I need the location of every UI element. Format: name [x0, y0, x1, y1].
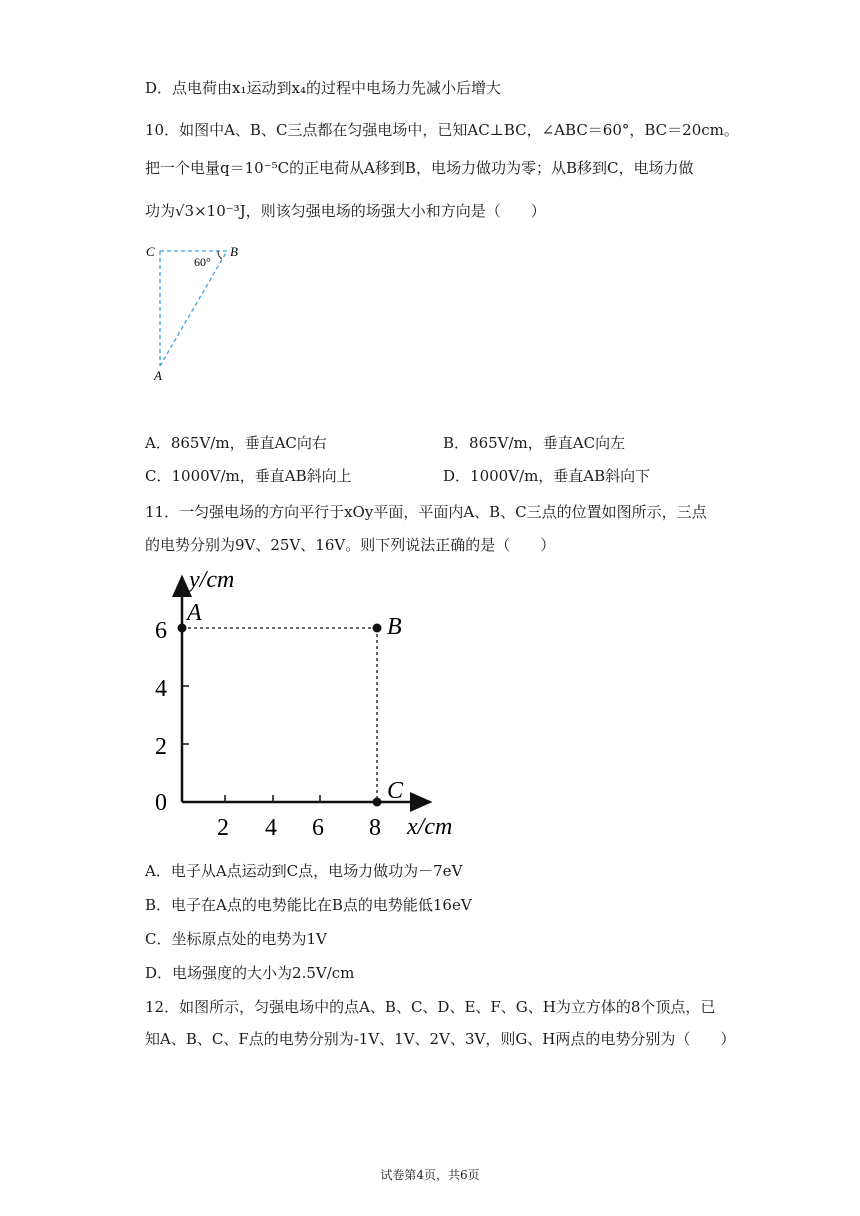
q11-y-tick-0: 0 — [155, 790, 167, 816]
q11-stem-line1: 11．一匀强电场的方向平行于xOy平面，平面内A、B、C三点的位置如图所示，三点 — [145, 503, 707, 521]
q10-option-a: A．865V/m，垂直AC向右 — [145, 434, 327, 452]
q11-x-axis-label: x/cm — [407, 814, 453, 840]
q10-angle-arc — [218, 251, 222, 259]
q11-label-b: B — [387, 614, 402, 640]
q12-stem-line1: 12．如图所示，匀强电场中的点A、B、C、D、E、F、G、H为立方体的8个顶点，已 — [145, 998, 716, 1016]
q11-x-tick-4: 4 — [265, 815, 277, 841]
q10-triangle-figure — [140, 238, 250, 383]
q11-label-c: C — [387, 778, 404, 804]
q11-option-d: D．电场强度的大小为2.5V/cm — [145, 964, 355, 982]
q11-coordinate-figure — [145, 565, 475, 845]
q11-y-tick-2: 2 — [155, 734, 167, 760]
q11-option-a: A．电子从A点运动到C点，电场力做功为－7eV — [145, 862, 463, 880]
q11-x-tick-2: 2 — [217, 815, 229, 841]
q11-option-c: C．坐标原点处的电势为1V — [145, 930, 327, 948]
q10-stem-line1: 10．如图中A、B、C三点都在匀强电场中，已知AC⊥BC，∠ABC＝60°，BC＝20cm。 — [145, 121, 739, 139]
q9-option-d: D．点电荷由x₁运动到x₄的过程中电场力先减小后增大 — [145, 79, 501, 97]
q11-x-tick-8: 8 — [369, 815, 381, 841]
q11-stem-line2: 的电势分别为9V、25V、16V。则下列说法正确的是（ ） — [145, 536, 556, 554]
q11-label-a: A — [187, 600, 202, 626]
q10-option-c: C．1000V/m，垂直AB斜向上 — [145, 467, 352, 485]
q11-y-tick-6: 6 — [155, 618, 167, 644]
q10-label-c: C — [146, 244, 155, 259]
q10-option-d: D．1000V/m，垂直AB斜向下 — [443, 467, 651, 485]
q10-label-a: A — [154, 368, 162, 383]
q11-point-a — [178, 624, 187, 633]
q11-y-axis-label: y/cm — [189, 567, 235, 593]
q11-option-b: B．电子在A点的电势能比在B点的电势能低16eV — [145, 896, 472, 914]
q12-stem-line2: 知A、B、C、F点的电势分别为-1V、1V、2V、3V，则G、H两点的电势分别为（ ） — [145, 1030, 736, 1048]
q10-option-b: B．865V/m，垂直AC向左 — [443, 434, 626, 452]
q10-stem-line3: 功为√3×10⁻³J，则该匀强电场的场强大小和方向是（ ） — [145, 202, 546, 220]
q10-stem-line2: 把一个电量q＝10⁻⁵C的正电荷从A移到B，电场力做功为零；从B移到C，电场力做 — [145, 159, 694, 177]
q11-y-tick-4: 4 — [155, 676, 167, 702]
q10-label-angle: 60° — [194, 255, 211, 269]
page-footer: 试卷第4页，共6页 — [380, 1168, 480, 1182]
q10-label-b: B — [230, 244, 238, 259]
q11-x-tick-6: 6 — [312, 815, 324, 841]
q11-point-b — [373, 624, 382, 633]
q11-point-c — [373, 798, 382, 807]
